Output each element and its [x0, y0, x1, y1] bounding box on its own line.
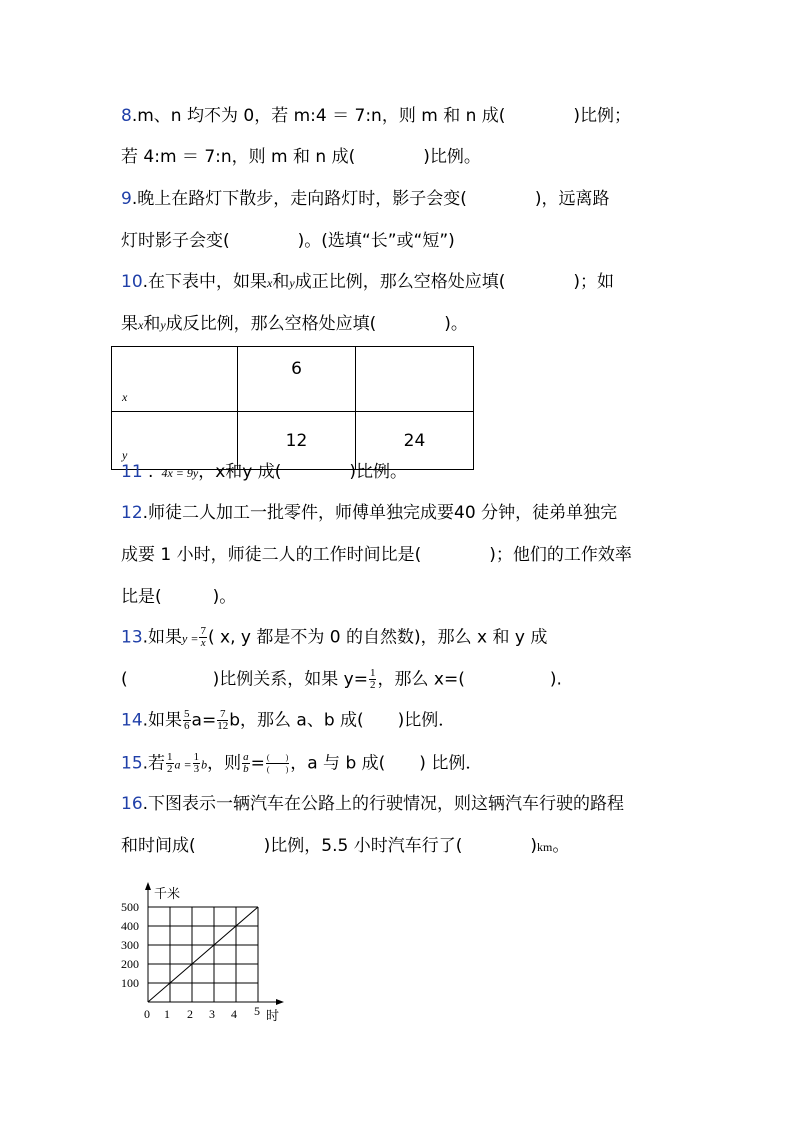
- question-10-line-1: [121, 271, 614, 294]
- numerator: 1: [369, 667, 376, 679]
- question-text: a=: [191, 710, 217, 731]
- denominator: b: [243, 763, 249, 775]
- table-cell-blank: [356, 347, 474, 412]
- question-text: 成反比例，那么空格处应填( )。: [165, 314, 468, 334]
- question-text: ，x和y 成( )比例。: [198, 462, 407, 482]
- var-y: y: [289, 276, 295, 290]
- denominator: ( ): [266, 765, 289, 774]
- equation: 4x = 9y: [161, 466, 199, 480]
- table-cell: 24: [356, 412, 474, 470]
- fraction: [242, 752, 250, 775]
- y-tick-label: 200: [121, 957, 139, 971]
- x-axis-arrow-icon: [276, 999, 284, 1005]
- question-text: ，a 与 b 成( ) 比例．: [290, 753, 483, 774]
- question-number: 10: [121, 272, 143, 292]
- table-row-label: x: [112, 347, 238, 412]
- var-x: x: [267, 276, 273, 290]
- denominator: 6: [184, 720, 190, 732]
- unit-km: km: [536, 840, 553, 854]
- denominator: 12: [217, 720, 229, 732]
- var-a: a =: [174, 757, 192, 772]
- question-text: b，那么 a、b 成( )比例．: [229, 710, 456, 731]
- question-14-line: [121, 709, 455, 732]
- numerator: 1: [193, 751, 200, 763]
- question-16-line-2: [121, 835, 569, 858]
- question-text: .晚上在路灯下散步，走向路灯时，影子会变( )，远离路: [131, 189, 610, 209]
- denominator: 2: [369, 679, 376, 691]
- x-tick-label: 3: [209, 1007, 215, 1021]
- question-number: 14: [121, 710, 143, 731]
- numerator: a: [243, 751, 249, 763]
- fraction: [199, 626, 207, 649]
- question-text: 和时间成( )比例，5.5 小时汽车行了( ): [121, 836, 537, 856]
- question-text: ，则: [207, 753, 242, 774]
- table-row: [112, 347, 474, 412]
- table-cell: 6: [238, 347, 356, 412]
- numerator: 7: [200, 625, 206, 637]
- question-16-line-1: [121, 793, 624, 815]
- question-number: 15: [121, 753, 143, 774]
- question-number: 11: [121, 462, 143, 482]
- question-text: 成正比例，那么空格处应填( )；如: [294, 272, 614, 292]
- fraction: [217, 709, 228, 732]
- fraction: [193, 752, 201, 775]
- and-text: 和: [143, 314, 161, 334]
- x-tick-label: 1: [164, 1007, 170, 1021]
- question-text: .如果: [142, 710, 183, 731]
- distance-line: [148, 907, 258, 1002]
- table-cell: 12: [238, 412, 356, 470]
- question-12-line-3: 比是( )。: [121, 587, 237, 607]
- y-axis-title: 千米: [154, 887, 181, 902]
- fraction: [183, 709, 191, 732]
- question-text: .若: [142, 753, 166, 774]
- xy-table: [111, 346, 474, 470]
- equation-left: y =: [182, 631, 199, 646]
- fraction: [369, 668, 377, 691]
- denominator: 3: [193, 763, 200, 775]
- question-9-line-2: 灯时影子会变( )。(选填“长”或“短”): [121, 231, 455, 251]
- x-tick-label: 2: [187, 1007, 193, 1021]
- question-text: .下图表示一辆汽车在公路上的行驶情况，则这辆汽车行驶的路程: [142, 794, 625, 814]
- var-b: b: [201, 757, 208, 772]
- question-11-line: 11 . 4x = 9y，x和y 成( )比例。: [121, 462, 407, 482]
- denominator: 2: [167, 763, 173, 775]
- numerator: 7: [217, 709, 228, 721]
- question-15-line: [121, 752, 482, 776]
- x-tick-label: 4: [231, 1007, 237, 1021]
- numerator: ( ): [266, 753, 289, 762]
- question-10-line-2: [121, 313, 468, 336]
- question-13-line-1: [121, 626, 547, 650]
- question-text: .如果: [142, 627, 183, 648]
- question-number: 13: [121, 627, 143, 648]
- numerator: 5: [184, 708, 190, 720]
- x-tick-label: 0: [144, 1007, 150, 1021]
- y-tick-label: 300: [121, 938, 139, 952]
- question-text: .在下表中，如果: [142, 272, 268, 292]
- y-tick-label: 100: [121, 976, 139, 990]
- question-number: 8: [121, 106, 132, 126]
- question-text: ( )比例关系，如果 y=: [121, 669, 368, 690]
- y-tick-label: 400: [121, 919, 139, 933]
- y-axis-arrow-icon: [145, 882, 151, 890]
- y-tick-label: 500: [121, 900, 139, 914]
- question-13-line-2: [121, 668, 562, 691]
- distance-time-graph: [110, 878, 300, 1028]
- numerator: 1: [167, 751, 173, 763]
- fraction: [166, 752, 174, 775]
- var-y: y: [160, 318, 166, 332]
- denominator: x: [200, 637, 206, 649]
- question-12-line-1: [121, 502, 617, 524]
- fraction: [266, 752, 289, 775]
- question-text: ( x, y 都是不为 0 的自然数)，那么 x 和 y 成: [207, 627, 548, 648]
- question-text: 。: [552, 836, 570, 856]
- question-number: 9: [121, 189, 132, 209]
- and-text: 和: [272, 272, 290, 292]
- question-text: .师徒二人加工一批零件，师傅单独完成要40 分钟，徒弟单独完: [142, 503, 618, 523]
- question-9-line-1: [121, 188, 610, 210]
- question-8-line-1: [121, 105, 631, 127]
- x-axis-title: 时: [266, 1009, 280, 1024]
- question-text: 果: [121, 314, 138, 334]
- table-row-label: y: [112, 412, 238, 470]
- equals-sign: =: [250, 753, 265, 774]
- question-text: .m、n 均不为 0，若 m:4 ＝ 7:n，则 m 和 n 成( )比例；: [131, 106, 632, 126]
- question-8-line-2: 若 4:m ＝ 7:n，则 m 和 n 成( )比例。: [121, 147, 481, 167]
- question-number: 16: [121, 794, 143, 814]
- x-tick-label: 5: [254, 1004, 260, 1018]
- question-12-line-2: 成要 1 小时，师徒二人的工作时间比是( )；他们的工作效率: [121, 545, 632, 565]
- question-number: 12: [121, 503, 143, 523]
- question-text: ，那么 x=( ).: [377, 669, 562, 690]
- var-x: x: [138, 318, 144, 332]
